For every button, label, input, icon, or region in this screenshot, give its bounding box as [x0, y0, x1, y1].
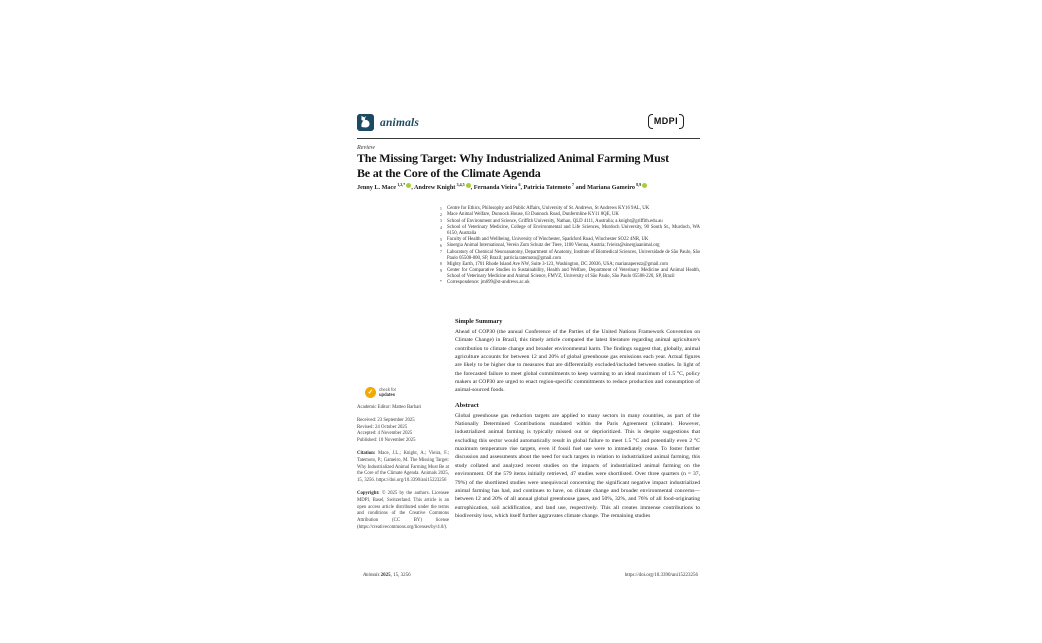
affiliation-number: 3 — [440, 219, 442, 224]
accepted-date: Accepted: 4 November 2025 — [357, 431, 413, 437]
citation-label: Citation: — [357, 450, 376, 456]
citation-text[interactable]: Mace, J.L.; Knight, A.; Vieira, F.; Tatemoto, P.; Gameiro, M. The Missing Target: Why Industrialized Animal Farming Must Be at the Core of the Climate Agenda. Animals 2025, 15, 3256. https://doi.org/10.3390/ani15223256 — [357, 450, 449, 484]
author-affil-sup: 1,2,* — [397, 182, 406, 187]
affiliation-text: Centre for Ethics, Philosophy and Public Affairs, University of St. Andrews, St Andrews KY16 9AL, UK — [447, 206, 650, 211]
footer-journal-citation: Animals 2025, 15, 3256 — [363, 573, 411, 578]
author: Andrew Knight $^{3,4,5}$ , — [414, 182, 474, 192]
author: Mariana Gameiro $^{8,9}$ — [587, 184, 647, 191]
author-separator: , — [411, 184, 415, 192]
affiliation-number: 7 — [440, 250, 442, 255]
mdpi-logo — [648, 114, 684, 129]
affiliation-number: * — [440, 280, 442, 285]
academic-editor-line: Academic Editor: Matteo Barbari — [357, 405, 422, 410]
author-separator: , — [470, 184, 474, 192]
abstract-text: Global greenhouse gas reduction targets are applied to many sectors in many countries, as part of the Nationally Determined Contributions mandated within the Paris Agreement (climate). However, industrialized animal farming is typically missed out or deprioritized. This is despite suggestions that excluding this sector would automatically result in global failure to meet 1.5 °C and potentially even 2 °C maximum temperature rise targets, even if fossil fuel use were to immediately cease. To foster further discussion and assessments about the need for such targets in relation to industrialized animal farming, this study collated and analyzed recent studies on the impacts of industrialized animal farming on the environment. Of the 579 items initially retrieved, 47 studies were shortlisted. Over three quarters (n = 37, 79%) of the shortlisted studies were unequivocal concerning the significant negative impact industrialized animal farming has had, and continues to have, on climate change and broader environmental concerns—between 12 and 20% of all annual global greenhouse gases, and 50%, 32%, and 76% of all food-originating eutrophication, soil acidification, and land use, respectively. This all creates immense contributions to biodiversity loss, which itself further aggravates climate change. The remaining studies — [455, 412, 700, 519]
article-title-line1: The Missing Target: Why Industrialized Animal Farming Must — [357, 151, 669, 165]
revised-date: Revised: 24 October 2025 — [357, 424, 408, 430]
simple-summary-heading: Simple Summary — [455, 318, 503, 325]
affiliation-item — [440, 225, 700, 237]
orcid-icon[interactable] — [642, 183, 647, 188]
animals-journal-logo-icon — [357, 114, 374, 131]
article-title-line2: Be at the Core of the Climate Agenda — [357, 165, 541, 180]
affiliation-text: School of Environment and Science, Griffith University, Nathan, QLD 4111, Australia; a.knight@griffith.edu.au — [447, 218, 663, 224]
author: Jenny L. Mace $^{1,2,*}$ , — [357, 182, 415, 192]
published-date: Published: 10 November 2025 — [357, 438, 416, 444]
check-icon: ✓ — [365, 387, 376, 398]
copyright-text: © 2025 by the authors. Licensee MDPI, Basel, Switzerland. This article is an open access article distributed under the terms and conditions of the Creative Commons Attribution (CC BY) license (https://creativecommons.org/licenses/by/4.0/). — [357, 490, 449, 530]
abstract-heading: Abstract — [455, 401, 479, 409]
article-title — [357, 151, 707, 180]
affiliation-number: 8 — [440, 262, 442, 267]
journal-brand — [357, 114, 419, 131]
affiliations-list — [440, 206, 700, 286]
copyright-label: Copyright: — [357, 490, 380, 496]
author: Fernanda Vieira $^6$, — [473, 182, 524, 192]
author-affil-sup: 7 — [572, 182, 575, 187]
simple-summary-text: Ahead of COP30 (the annual Conference of the Parties of the United Nations Framework Convention on Climate Change) in Brazil, this timely article compared the latest literature regarding animal agriculture's contribution to climate change and broader environmental harm. The findings suggest that, globally, animal agriculture accounts for between 12 and 20% of global greenhouse gas emissions each year. Actual figures are likely to be higher due to measures that are differentially excluded/included between studies. In light of the forecasted failure to meet global commitments to keep warming to an ideal maximum of 1.5 °C, policy makers at COP30 are urged to enact region-specific commitments to reduce production and consumption of animal-sourced foods. — [455, 329, 700, 394]
affiliation-item — [440, 250, 700, 262]
affiliation-number: 4 — [440, 225, 442, 230]
affiliation-number: 9 — [440, 268, 442, 273]
affiliation-text: Sinergia Animal International, Verein Zum Schutz der Tiere, 1180 Vienna, Austria; fvieira@sinergiaanimal.org — [447, 243, 660, 249]
article-body — [455, 318, 700, 527]
affiliation-text: Center for Comparative Studies in Sustainability, Health and Welfare, Department of Veterinary Medicine and Animal Health, School of Veterinary Medicine and Animal Science, FMVZ, University of São Paulo, São Paulo 05508-220, SP, Brazil — [447, 268, 700, 279]
check-for-updates-badge[interactable] — [365, 387, 449, 398]
citation-block — [357, 451, 449, 485]
journal-header — [357, 114, 700, 134]
affiliation-number: 1 — [440, 206, 442, 211]
check-for-updates-label: check for updates — [379, 386, 396, 397]
journal-name: animals — [380, 116, 420, 129]
copyright-block — [357, 491, 449, 532]
received-date: Received: 23 September 2025 — [357, 417, 415, 423]
affiliation-number: 6 — [440, 243, 442, 248]
author-affil-sup: 8,9 — [636, 182, 642, 187]
header-divider — [357, 138, 700, 139]
article-history — [357, 418, 449, 445]
mdpi-bracket-right-icon — [679, 114, 684, 129]
author-affil-sup: 3,4,5 — [456, 182, 465, 187]
article-meta-sidebar — [357, 387, 449, 538]
author: Patricia Tatemoto $^7$ and — [523, 182, 588, 192]
author-separator: and — [574, 184, 588, 192]
affiliation-text: Mighty Earth, 1701 Rhode Island Ave NW, Suite 3-123, Washington, DC 20036, USA; marianaperezz@gmail.com — [447, 261, 668, 267]
affiliation-text: Laboratory of Chemical Neuroanatomy, Department of Anatomy, Institute of Biomedical Sciences, Universidade de São Paulo, São Paulo 05508-000, SP, Brazil; patricia.tatemoto@gmail.com — [447, 249, 700, 261]
affiliation-number: 5 — [440, 237, 442, 242]
affiliation-item — [440, 268, 700, 280]
authors-line — [357, 182, 707, 191]
mdpi-logo-text: MDPI — [653, 116, 678, 126]
author-affil-sup: 6 — [518, 182, 521, 187]
paper-page — [343, 0, 714, 643]
affiliation-text: Faculty of Health and Wellbeing, University of Winchester, Sparkford Road, Winchester SO22 4NR, UK — [447, 237, 649, 243]
correspondence-item — [440, 280, 700, 286]
correspondence-text[interactable]: Correspondence: jm699@st-andrews.ac.uk — [447, 279, 530, 285]
footer-doi-link[interactable]: https://doi.org/10.3390/ani15223256 — [624, 573, 698, 578]
affiliation-text: School of Veterinary Medicine, College of Environmental and Life Sciences, Murdoch University, 90 South St., Murdoch, WA 6150, Australia — [447, 225, 700, 237]
author-separator: , — [520, 184, 524, 192]
affiliation-text: Mace Animal Welfare, Dunnock House, 63 Dunnock Road, Dunfermline KY11 8QE, UK — [447, 212, 619, 218]
affiliation-number: 2 — [440, 212, 442, 217]
article-type-label: Review — [357, 144, 375, 151]
